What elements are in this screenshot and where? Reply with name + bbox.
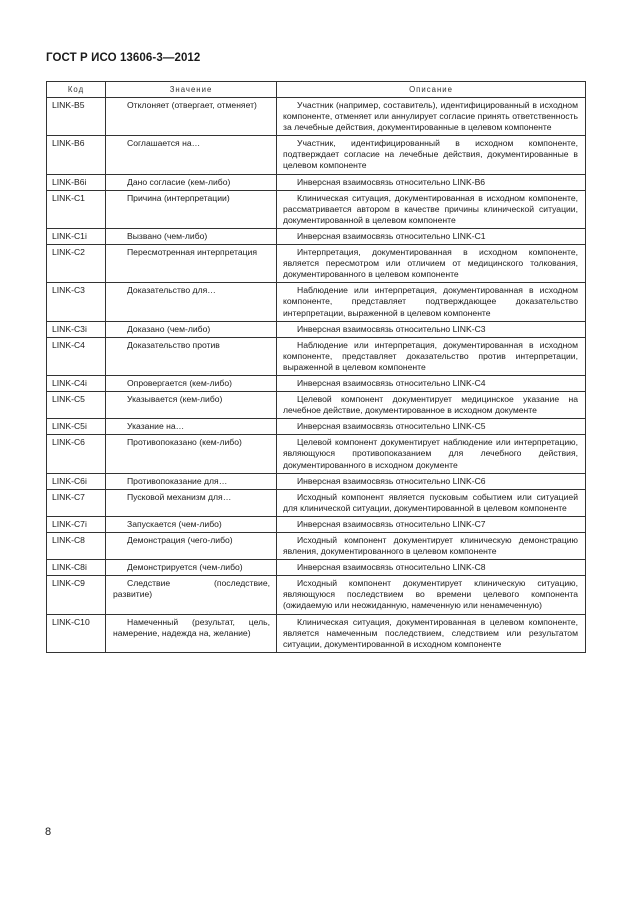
cell-code: LINK-B6i bbox=[47, 174, 106, 190]
cell-description bbox=[277, 245, 586, 283]
cell-description-text: Инверсная взаимосвязь относительно LINK-C1 bbox=[297, 230, 486, 241]
cell-meaning-text: Указание на… bbox=[127, 421, 185, 432]
cell-meaning-text: Отклоняет (отвергает, отменяет) bbox=[127, 100, 257, 110]
cell-code: LINK-C8 bbox=[47, 533, 106, 560]
cell-meaning-text: Доказательство для… bbox=[127, 285, 216, 296]
table-row bbox=[47, 560, 586, 576]
cell-description bbox=[277, 516, 586, 532]
cell-meaning-text: Противопоказание для… bbox=[127, 475, 228, 486]
cell-code: LINK-C3 bbox=[47, 283, 106, 321]
cell-meaning bbox=[106, 228, 277, 244]
column-header-code: Код bbox=[47, 82, 106, 98]
cell-meaning-text: Запускается (чем-либо) bbox=[127, 518, 222, 529]
cell-meaning bbox=[106, 174, 277, 190]
cell-meaning bbox=[106, 614, 277, 652]
cell-description-text: Инверсная взаимосвязь относительно LINK-C4 bbox=[297, 377, 486, 388]
table-row bbox=[47, 392, 586, 419]
cell-meaning-text: Демонстрируется (чем-либо) bbox=[127, 562, 243, 573]
table-row bbox=[47, 228, 586, 244]
cell-description bbox=[277, 614, 586, 652]
cell-meaning bbox=[106, 560, 277, 576]
document-header: ГОСТ Р ИСО 13606-3—2012 bbox=[46, 52, 201, 64]
cell-description-text: Участник (например, составитель), идентифицированный в исходном компоненте, отменяет или аннулирует согласие принять ответственность за лечебные действия, документированные в целевом компоненте bbox=[283, 100, 578, 133]
cell-code: LINK-C6i bbox=[47, 473, 106, 489]
cell-description-text: Целевой компонент документирует наблюдение или интерпретацию, являющуюся противопоказанием для лечебного действия, документированного в исходном документе bbox=[283, 437, 578, 470]
table-row bbox=[47, 283, 586, 321]
cell-description-text: Наблюдение или интерпретация, документированная в исходном компоненте, представляет подтверждающее доказательство интерпретации, выраженной в целевом компоненте bbox=[283, 285, 578, 318]
cell-meaning-text: Причина (интерпретации) bbox=[127, 192, 230, 203]
cell-code: LINK-C7 bbox=[47, 489, 106, 516]
cell-description-text: Исходный компонент документирует клиническую ситуацию, являющуюся последствием во времени целевого компонента (ожидаемую или неожиданную, намеченную или ненамеченную) bbox=[283, 578, 578, 611]
cell-meaning-text: Доказательство против bbox=[127, 339, 220, 350]
cell-code: LINK-B6 bbox=[47, 136, 106, 174]
cell-meaning-text: Демонстрация (чего-либо) bbox=[127, 535, 233, 545]
cell-description bbox=[277, 576, 586, 614]
cell-description-text: Клиническая ситуация, документированная в исходном компоненте, рассматривается автором в качестве причины клинической ситуации, документированной в целевом компоненте bbox=[283, 192, 578, 225]
cell-description bbox=[277, 174, 586, 190]
cell-description bbox=[277, 190, 586, 228]
cell-code: LINK-C4i bbox=[47, 375, 106, 391]
cell-code: LINK-C4 bbox=[47, 337, 106, 375]
table-row bbox=[47, 533, 586, 560]
cell-code: LINK-C7i bbox=[47, 516, 106, 532]
table-row bbox=[47, 516, 586, 532]
cell-description bbox=[277, 228, 586, 244]
cell-description-text: Инверсная взаимосвязь относительно LINK-C7 bbox=[297, 518, 486, 529]
cell-meaning bbox=[106, 337, 277, 375]
cell-description bbox=[277, 435, 586, 473]
cell-meaning-text: Пересмотренная интерпретация bbox=[127, 247, 257, 258]
cell-meaning bbox=[106, 98, 277, 136]
table-row bbox=[47, 614, 586, 652]
cell-code: LINK-C8i bbox=[47, 560, 106, 576]
table-row bbox=[47, 576, 586, 614]
page-number: 8 bbox=[45, 826, 52, 838]
cell-meaning bbox=[106, 489, 277, 516]
cell-description bbox=[277, 283, 586, 321]
table-row bbox=[47, 321, 586, 337]
cell-code: LINK-C3i bbox=[47, 321, 106, 337]
cell-meaning bbox=[106, 533, 277, 560]
cell-code: LINK-C6 bbox=[47, 435, 106, 473]
cell-meaning bbox=[106, 283, 277, 321]
cell-description bbox=[277, 136, 586, 174]
table-body bbox=[47, 98, 586, 653]
cell-meaning-text: Соглашается на… bbox=[127, 138, 201, 149]
cell-meaning-text: Следствие (последствие, развитие) bbox=[113, 578, 270, 600]
cell-meaning-text: Противопоказано (кем-либо) bbox=[127, 437, 242, 448]
cell-description bbox=[277, 375, 586, 391]
cell-description bbox=[277, 321, 586, 337]
cell-code: LINK-C9 bbox=[47, 576, 106, 614]
cell-meaning bbox=[106, 392, 277, 419]
cell-description-text: Целевой компонент документирует медицинское указание на лечебное действие, документированное в исходном документе bbox=[283, 394, 578, 416]
cell-code: LINK-C2 bbox=[47, 245, 106, 283]
table-row bbox=[47, 337, 586, 375]
cell-description-text: Интерпретация, документированная в исходном компоненте, является пересмотром или отличием от медицинского толкования, документированного в целевом компоненте bbox=[283, 247, 578, 280]
cell-description bbox=[277, 533, 586, 560]
table-row bbox=[47, 435, 586, 473]
cell-code: LINK-C1i bbox=[47, 228, 106, 244]
cell-description bbox=[277, 392, 586, 419]
cell-description bbox=[277, 337, 586, 375]
cell-meaning bbox=[106, 516, 277, 532]
cell-meaning-text: Дано согласие (кем-либо) bbox=[127, 176, 231, 187]
cell-description-text: Исходный компонент документирует клиническую демонстрацию явления, документированного в целевом компоненте bbox=[283, 535, 578, 557]
table-row bbox=[47, 98, 586, 136]
cell-meaning bbox=[106, 190, 277, 228]
table-row bbox=[47, 489, 586, 516]
cell-meaning bbox=[106, 473, 277, 489]
cell-description bbox=[277, 419, 586, 435]
link-codes-table bbox=[46, 81, 586, 653]
cell-code: LINK-C1 bbox=[47, 190, 106, 228]
table-row bbox=[47, 190, 586, 228]
cell-meaning bbox=[106, 435, 277, 473]
cell-description bbox=[277, 473, 586, 489]
cell-meaning-text: Указывается (кем-либо) bbox=[127, 394, 223, 405]
table-row bbox=[47, 136, 586, 174]
table-row bbox=[47, 174, 586, 190]
cell-description-text: Инверсная взаимосвязь относительно LINK-C6 bbox=[297, 475, 486, 486]
cell-meaning-text: Доказано (чем-либо) bbox=[127, 323, 211, 334]
cell-description-text: Инверсная взаимосвязь относительно LINK-C5 bbox=[297, 421, 486, 432]
cell-description bbox=[277, 98, 586, 136]
cell-code: LINK-C5i bbox=[47, 419, 106, 435]
cell-meaning bbox=[106, 576, 277, 614]
cell-meaning-text: Намеченный (результат, цель, намерение, надежда на, желание) bbox=[113, 616, 270, 638]
cell-meaning-text: Пусковой механизм для… bbox=[127, 491, 232, 502]
cell-code: LINK-C5 bbox=[47, 392, 106, 419]
table-row bbox=[47, 419, 586, 435]
cell-code: LINK-B5 bbox=[47, 98, 106, 136]
cell-meaning-text: Вызвано (чем-либо) bbox=[127, 230, 208, 241]
cell-description-text: Инверсная взаимосвязь относительно LINK-C3 bbox=[297, 323, 486, 334]
table-row bbox=[47, 375, 586, 391]
cell-description bbox=[277, 489, 586, 516]
cell-description-text: Инверсная взаимосвязь относительно LINK-B6 bbox=[297, 176, 486, 187]
cell-description-text: Участник, идентифицированный в исходном компоненте, подтверждает согласие на лечебные действия, документированные в целевом компоненте bbox=[283, 138, 578, 171]
cell-description-text: Клиническая ситуация, документированная в целевом компоненте, является намеченным последствием, следствием или результатом ситуации, документированной в исходном компоненте bbox=[283, 616, 578, 649]
cell-meaning-text: Опровергается (кем-либо) bbox=[127, 377, 232, 388]
column-header-meaning: Значение bbox=[106, 82, 277, 98]
cell-meaning bbox=[106, 375, 277, 391]
cell-meaning bbox=[106, 321, 277, 337]
cell-description-text: Исходный компонент является пусковым событием или ситуацией для клинической ситуации, документированной в целевом компоненте bbox=[283, 491, 578, 513]
table-header-row bbox=[47, 82, 586, 98]
cell-description-text: Инверсная взаимосвязь относительно LINK-C8 bbox=[297, 562, 486, 573]
table-row bbox=[47, 473, 586, 489]
cell-code: LINK-C10 bbox=[47, 614, 106, 652]
cell-meaning bbox=[106, 136, 277, 174]
cell-description bbox=[277, 560, 586, 576]
table-row bbox=[47, 245, 586, 283]
column-header-description: Описание bbox=[277, 82, 586, 98]
cell-meaning bbox=[106, 245, 277, 283]
cell-description-text: Наблюдение или интерпретация, документированная в исходном компоненте, представляет доказательство против интерпретации, выраженной в целевом компоненте bbox=[283, 339, 578, 372]
cell-meaning bbox=[106, 419, 277, 435]
